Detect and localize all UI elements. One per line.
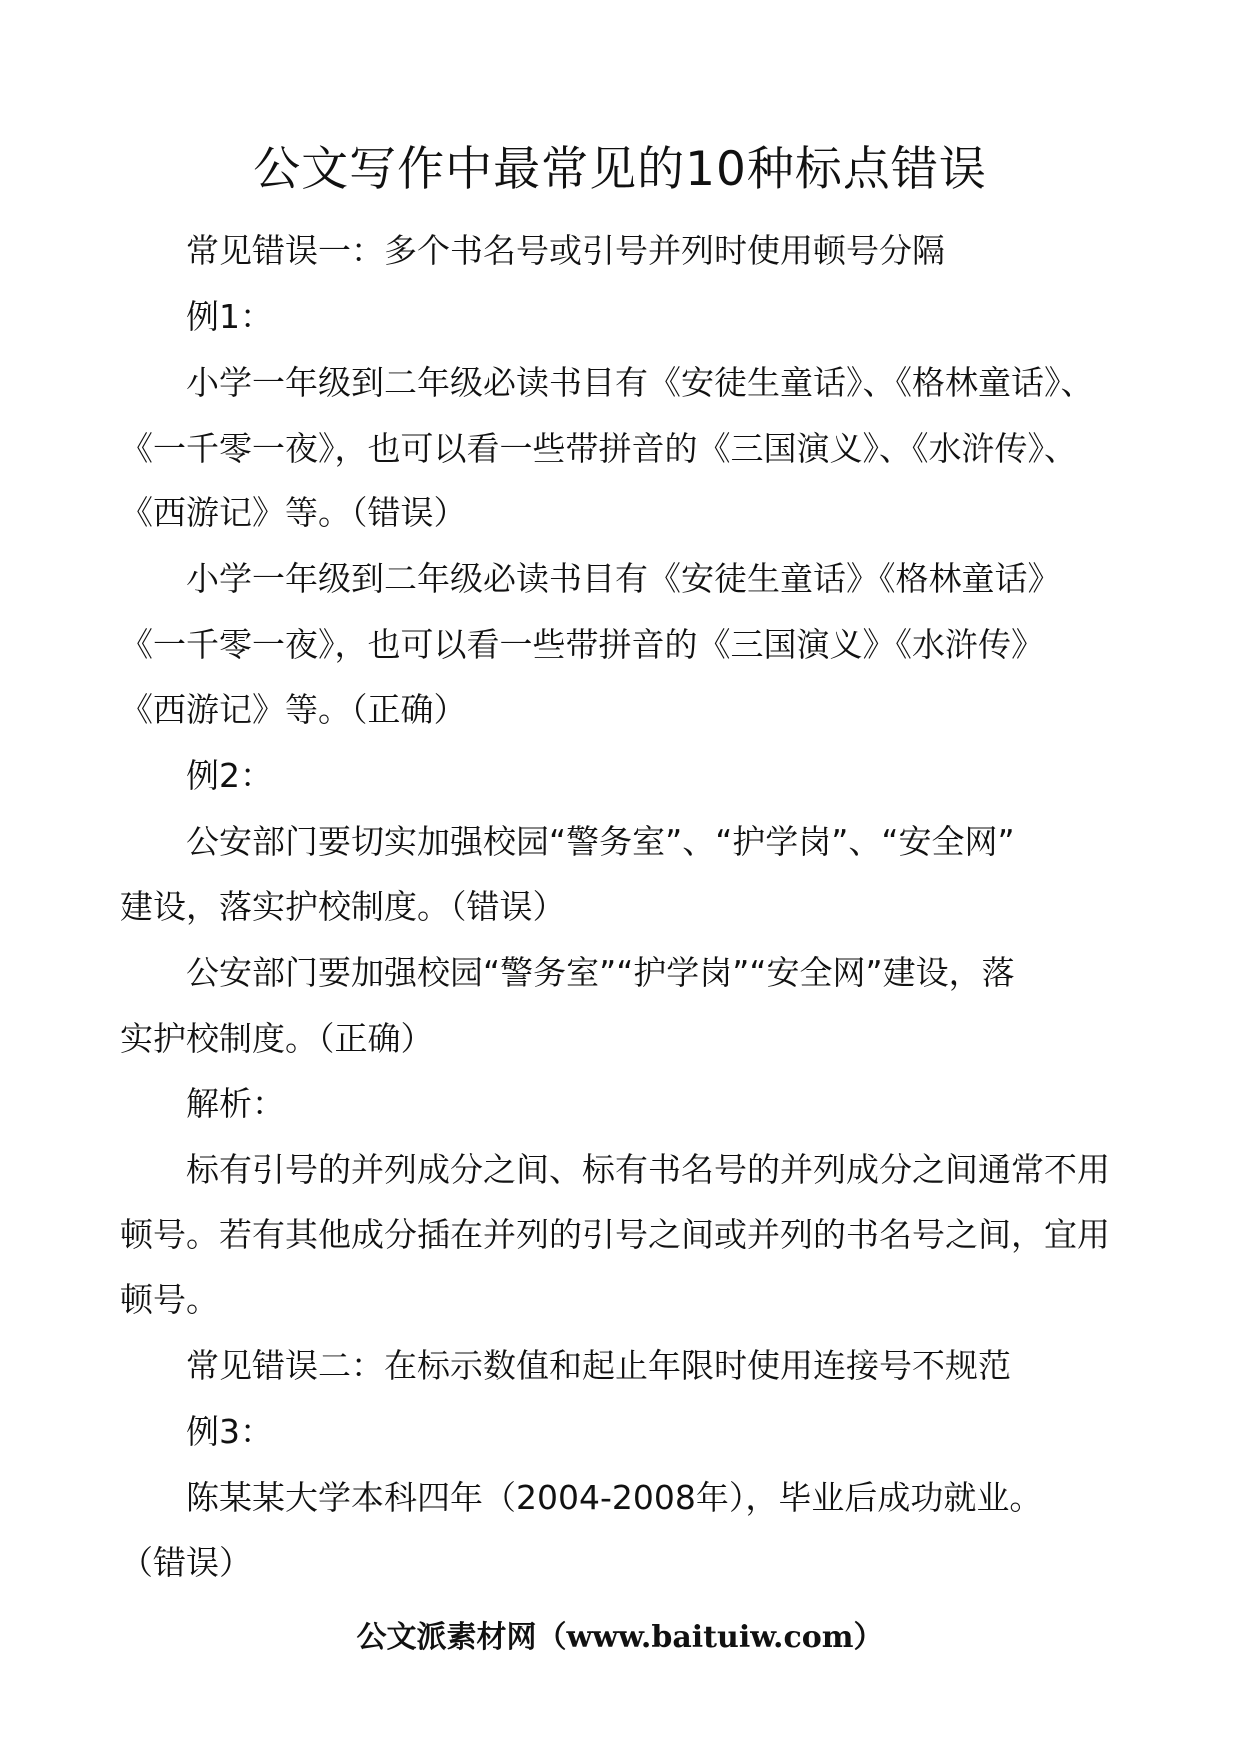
example-label-2: 例2： [186,756,273,795]
paragraph-line: 顿号。 [120,1280,219,1319]
section-heading-1: 常见错误一：多个书名号或引号并列时使用顿号分隔 [186,231,945,270]
paragraph-line: 《西游记》等。（错误） [120,493,467,532]
paragraph-line: 实护校制度。（正确） [120,1019,434,1058]
example-label-3: 例3： [186,1412,273,1451]
paragraph-line: 建设，落实护校制度。（错误） [120,887,566,926]
paragraph-line: 小学一年级到二年级必读书目有《安徒生童话》、《格林童话》、 [186,363,1094,402]
paragraph-line: 《西游记》等。（正确） [120,690,467,729]
paragraph-line: 标有引号的并列成分之间、标有书名号的并列成分之间通常不用 [186,1150,1110,1189]
paragraph-line: （错误） [120,1543,252,1582]
example-label-1: 例1： [186,297,273,336]
paragraph-line: 顿号。若有其他成分插在并列的引号之间或并列的书名号之间，宜用 [120,1215,1110,1254]
paragraph-line: 小学一年级到二年级必读书目有《安徒生童话》《格林童话》 [186,559,1061,598]
paragraph-line: 《一千零一夜》，也可以看一些带拼音的《三国演义》、《水浒传》、 [120,429,1077,468]
paragraph-line: 陈某某大学本科四年（2004-2008年），毕业后成功就业。 [186,1478,1043,1517]
analysis-label: 解析： [186,1084,285,1123]
paragraph-line: 《一千零一夜》，也可以看一些带拼音的《三国演义》《水浒传》 [120,625,1044,664]
footer-watermark: 公文派素材网（www.baituiw.com） [356,1620,884,1655]
paragraph-line: 公安部门要切实加强校园“警务室”、“护学岗”、“安全网” [186,822,1015,861]
document-title: 公文写作中最常见的10种标点错误 [253,142,987,197]
section-heading-2: 常见错误二：在标示数值和起止年限时使用连接号不规范 [186,1346,1011,1385]
paragraph-line: 公安部门要加强校园“警务室”“护学岗”“安全网”建设，落 [186,953,1015,992]
